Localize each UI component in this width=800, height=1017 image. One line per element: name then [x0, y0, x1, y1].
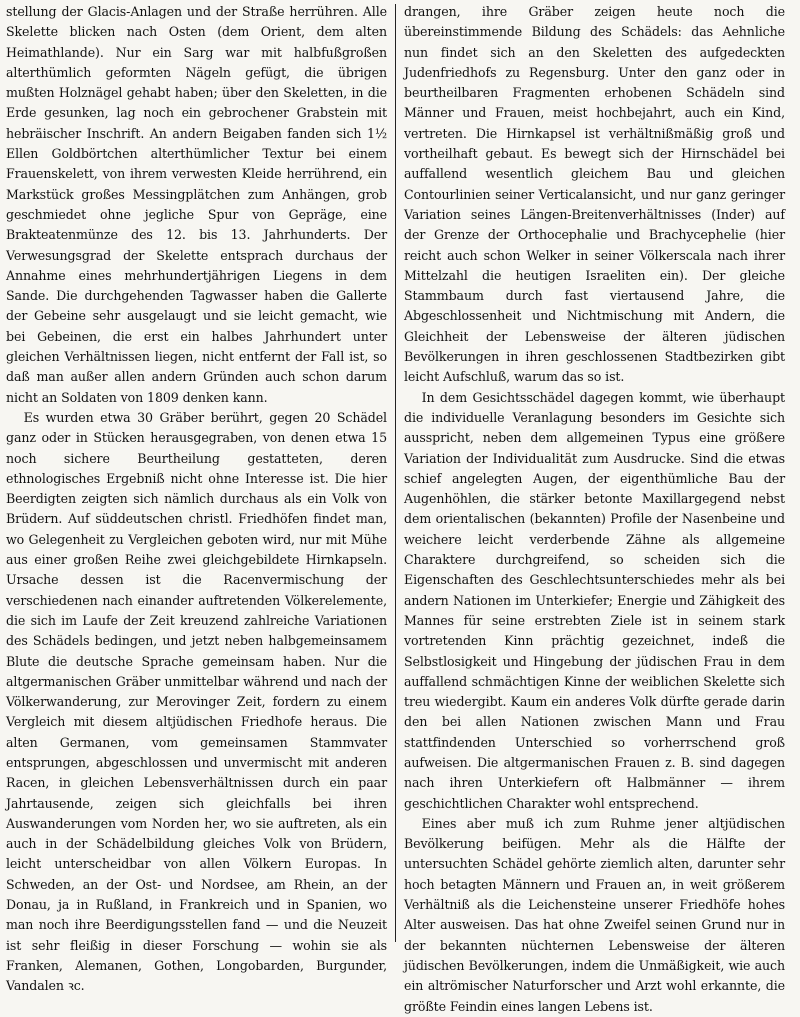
left-paragraph-2: Es wurden etwa 30 Gräber berührt, gegen 20 Schädel ganz oder in Stücken herausgegraben, von denen etwa 15 noch sichere Beurtheilung gestatteten, deren ethnologisches Ergebniß nicht ohne Interesse ist. Die hier Beerdigten zeigten sich nämlich durchaus als ein Volk von Brüdern. Auf süddeutschen christl. Friedhöfen findet man, wo Gelegenheit zu Vergleichen geboten wird, nur mit Mühe aus einer großen Reihe zwei gleichgebildete Hirnkapseln. Ursache dessen ist die Racenvermischung der verschiedenen nach einander auftretenden Völkerelemente, die sich im Laufe der Zeit kreuzend zahlreiche Variationen des Schädels bedingen, und jetzt neben halbgemeinsamem Blute die deutsche Sprache gemeinsam haben. Nur die altgermanischen Gräber unmittelbar während und nach der Völkerwanderung, zur Merovinger Zeit, fordern zu einem Vergleich mit diesem altjüdischen Friedhofe heraus. Die alten Germanen, vom gemeinsamen Stammvater entsprungen, abgeschlossen und unvermischt mit anderen Racen, in gleichen Lebensverhältnissen durch ein paar Jahrtausende, zeigen sich gleichfalls bei ihren Auswanderungen vom Norden her, wo sie auftreten, als ein auch in der Schädelbildung gleiches Volk von Brüdern, leicht unterscheidbar von allen Völkern Europas. In Schweden, an der Ost- und Nordsee, am Rhein, an der Donau, ja in Rußland, in Frankreich und in Spanien, wo man noch ihre Beerdigungsstellen fand — und die Neuzeit ist sehr fleißig in dieser Forschung — wohin sie als Franken, Alemanen, Gothen, Longobarden, Burgunder, Vandalen ꝛc.	[6, 409, 387, 994]
right-paragraph-1: drangen, ihre Gräber zeigen heute noch die übereinstimmende Bildung des Schädels: das Aehnliche nun findet sich an den Skeletten des aufgedeckten Judenfriedhofs zu Regensburg. Unter den ganz oder in beurtheilbaren Fragmenten erhobenen Schädeln sind Männer und Frauen, meist hochbejahrt, auch ein Kind, vertreten. Die Hirnkapsel ist verhältnißmäßig groß und vortheilhaft gebaut. Es bewegt sich der Hirnschädel bei auffallend wesentlich gleichem Bau und gleichen Contourlinien seiner Verticalansicht, und nur ganz geringer Variation seines Längen-Breitenverhältnisses (Inder) auf der Grenze der Orthocephalie und Brachycephelie (hier reicht auch schon Welker in seiner Völkerscala nach ihrer Mittelzahl die heutigen Israeliten ein). Der gleiche Stammbaum durch fast viertausend Jahre, die Abgeschlossenheit und Nichtmischung mit Andern, die Gleichheit der Lebensweise der älteren jüdischen Bevölkerungen in ihren geschlossenen Stadtbezirken gibt leicht Aufschluß, warum das so ist.	[404, 4, 785, 385]
right-paragraph-2: In dem Gesichtsschädel dagegen kommt, wie überhaupt die individuelle Veranlagung besonders im Gesichte sich ausspricht, neben dem allgemeinen Typus eine größere Variation der Individualität zum Ausdrucke. Sind die etwas schief angelegten Augen, der eigenthümliche Bau der Augenhöhlen, die stärker betonte Maxillargegend nebst dem orientalischen (bekannten) Profile der Nasenbeine und weichere leicht verderbende Zähne als allgemeine Charaktere durchgreifend, so scheiden sich die Eigenschaften des Geschlechtsunterschiedes mehr als bei andern Nationen im Unterkiefer; Energie und Zähigkeit des Mannes für seine erstrebten Ziele ist in seinem stark vortretenden Kinn prächtig gezeichnet, indeß die Selbstlosigkeit und Hingebung der jüdischen Frau in dem auffallend schmächtigen Kinne der weiblichen Skelette sich treu wiedergibt. Kaum ein anderes Volk dürfte gerade darin den bei allen Nationen zwischen Mann und Frau stattfindenden Unterschied so vorherrschend groß aufweisen. Die altgermanischen Frauen z. B. sind dagegen nach ihren Unterkiefern oft Halbmänner — ihrem geschichtlichen Charakter wohl entsprechend.	[404, 389, 785, 811]
right-column	[396, 2, 785, 1014]
left-column	[6, 2, 395, 994]
right-paragraph-3: Eines aber muß ich zum Ruhme jener altjüdischen Bevölkerung beifügen. Mehr als die Hälfte der untersuchten Schädel gehörte ziemlich alten, darunter sehr hoch betagten Männern und Frauen an, in weit größerem Verhältniß als die Leichensteine unserer Friedhöfe hohes Alter ausweisen. Das hat ohne Zweifel seinen Grund nur in der bekannten nüchternen Lebensweise der älteren jüdischen Bevölkerungen, indem die Unmäßigkeit, wie auch ein altrömischer Naturforscher und Arzt wohl erkannte, die größte Feindin eines langen Lebens ist.	[404, 815, 785, 1014]
left-paragraph-1: stellung der Glacis-Anlagen und der Straße herrühren. Alle Skelette blicken nach Osten (dem Orient, dem alten Heimathlande). Nur ein Sarg war mit halbfußgroßen alterthümlich geformten Nägeln gefügt, die übrigen mußten Holznägel gehabt haben; über den Skeletten, in die Erde gesunken, lag noch ein gebrochener Grabstein mit hebräischer Inschrift. An andern Beigaben fanden sich 1½ Ellen Goldbörtchen alterthümlicher Textur bei einem Frauenskelett, von ihrem verwesten Kleide herrührend, ein Markstück großes Messingplätchen zum Anhängen, grob geschmiedet ohne jegliche Spur von Gepräge, eine Brakteatenmünze des 12. bis 13. Jahrhunderts. Der Verwesungsgrad der Skelette entsprach durchaus der Annahme eines mehrhundertjährigen Liegens in dem Sande. Die durchgehenden Tagwasser haben die Gallerte der Gebeine sehr ausgelaugt und sie leicht gemacht, wie bei Gebeinen, die erst ein halbes Jahrhundert unter gleichen Verhältnissen liegen, nicht entfernt der Fall ist, so daß man außer allen andern Gründen auch schon darum nicht an Soldaten von 1809 denken kann.	[6, 4, 387, 405]
